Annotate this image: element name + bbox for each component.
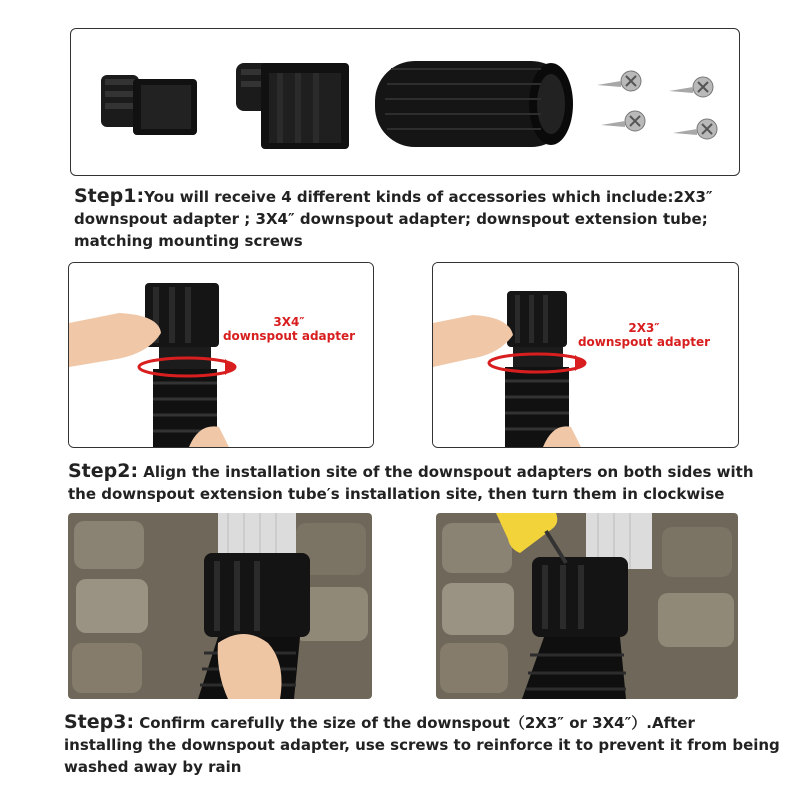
- downspout-adapter-2x3-icon: [101, 75, 197, 135]
- step2-left-label-size: 3X4″: [273, 315, 305, 329]
- step3-line1: Confirm carefully the size of the downspout（2X3″ or 3X4″）.After: [134, 714, 695, 732]
- step3-left-illustration: [68, 513, 372, 699]
- step3-right-illustration: [436, 513, 738, 699]
- step3-line2: installing the downspout adapter, use screws to reinforce it to prevent it from being: [64, 736, 780, 754]
- step2-right-label-size: 2X3″: [628, 321, 660, 335]
- step2-heading: Step2:: [68, 460, 139, 482]
- step1-line3: matching mounting screws: [74, 232, 303, 250]
- accessories-illustration: [71, 29, 739, 175]
- step2-right-panel: [432, 262, 739, 448]
- step2-right-callout: [569, 321, 719, 349]
- downspout-adapter-3x4-icon: [236, 63, 349, 149]
- step3-text: [64, 711, 780, 778]
- step3-line3: washed away by rain: [64, 758, 242, 776]
- step2-left-illustration: [69, 263, 373, 447]
- step2-line1: Align the installation site of the downspout adapters on both sides with: [138, 463, 754, 481]
- step3-left-photo: [68, 513, 372, 699]
- step1-heading: Step1:: [74, 185, 145, 207]
- step1-text: [74, 185, 754, 252]
- screw-icon: [597, 71, 717, 139]
- step2-text: [68, 460, 768, 505]
- step1-line2: downspout adapter ; 3X4″ downspout adapter; downspout extension tube;: [74, 210, 708, 228]
- step3-right-photo: [436, 513, 738, 699]
- step2-left-panel: [68, 262, 374, 448]
- step3-heading: Step3:: [64, 711, 135, 733]
- step2-left-label-name: downspout adapter: [222, 329, 356, 343]
- accessories-panel: [70, 28, 740, 176]
- step2-left-callout: [219, 315, 359, 343]
- step2-right-label-name: downspout adapter: [577, 335, 711, 349]
- step2-right-illustration: [433, 263, 738, 447]
- step1-line1: You will receive 4 different kinds of accessories which include:2X3″: [144, 188, 713, 206]
- step2-line2: the downspout extension tube′s installation site, then turn them in clockwise: [68, 485, 725, 503]
- extension-tube-icon: [375, 61, 573, 147]
